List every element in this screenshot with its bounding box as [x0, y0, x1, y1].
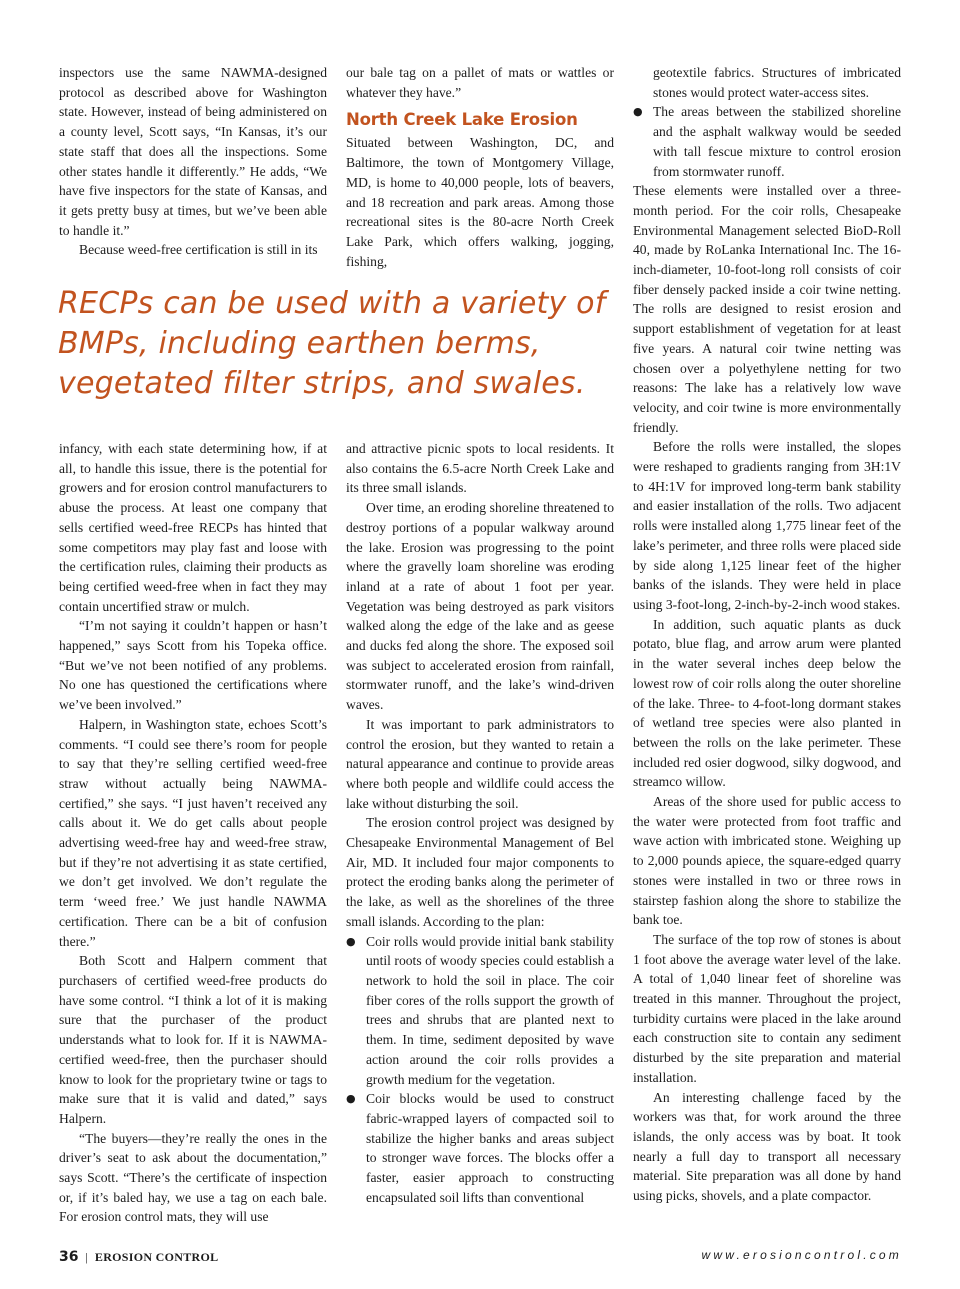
paragraph: Over time, an eroding shoreline threatened to destroy portions of a popular walkway around the lake. Erosion was progressing to the point where the gravelly loam shoreline was eroding inland at a rate of about 1 foot per year. Vegetation was being destroyed as park visitors walked along the edge of the lake and as geese and ducks fed along the shore. The exposed soil was subject to accelerated erosion from rainfall, stormwater runoff, and the lake’s wind-driven waves.: [346, 500, 614, 713]
paragraph: “I’m not saying it couldn’t happen or hasn’t happened,” says Scott from his Topeka office. “But we’ve not been notified of any problems. No one has questioned the certifications where we’ve been involved.”: [59, 618, 327, 713]
paragraph: and attractive picnic spots to local residents. It also contains the 6.5-acre North Creek Lake and its three small islands.: [346, 441, 614, 496]
paragraph: infancy, with each state determining how, if at all, to handle this issue, there is the potential for growers and for erosion control manufacturers to abuse the process. At least one company that sells certified weed-free RECPs has hinted that some competitors may play fast and loose with the certification rules, claiming their products as being certified weed-free when in fact they may contain uncertified straw or mulch.: [59, 441, 327, 614]
bullet-item: ● The areas between the stabilized shoreline and the asphalt walkway would be seeded with tall fescue mixture to control erosion from stormwater runoff.: [633, 102, 901, 181]
magazine-name: EROSION CONTROL: [94, 1250, 219, 1264]
bullet-list: [346, 932, 614, 1208]
paragraph: Halpern, in Washington state, echoes Scott’s comments. “I could see there’s room for people to say that they’re selling certified weed-free straw without actually being NAWMA-certified,” she says. “I just haven’t received any calls about it. We do get calls about people advertising weed-free hay and weed-free straw, but if they’re not advertising it as state certified, we don’t get involved. We don’t regulate the term ‘weed free.’ We just handle NAWMA certification. There can be a bit of confusion there.”: [59, 716, 327, 949]
paragraph: Before the rolls were installed, the slopes were reshaped to gradients ranging from 3H:1V to 4H:1V for improved long-term bank stability and easier installation of the rolls. Two adjacent rolls were installed along 1,775 linear feet of the lake’s perimeter, and three rolls were placed side by side along 1,125 linear feet of the higher banks of the islands. They were held in place using 3-foot-long, 2-inch-by-2-inch wood stakes.: [633, 439, 901, 612]
bullet-continuation: geotextile fabrics. Structures of imbricated stones would protect water-access sites.: [653, 65, 901, 100]
paragraph: Both Scott and Halpern comment that purchasers of certified weed-free products do have some control. “I think a lot of it is making sure that the purchaser of the product understands what to look for. If it is NAWMA-certified weed-free, then the purchaser should know to look for the proprietary twine or tags to make sure that it is valid and dated,” says Halpern.: [59, 953, 327, 1126]
paragraph: “The buyers—they’re really the ones in the driver’s seat to ask about the documentation,” says Scott. “There’s the certificate of inspection or, if it’s baled hay, we use a tag on each bale. For erosion control mats, they will use: [59, 1130, 327, 1225]
pull-quote: RECPs can be used with a variety of BMPs, including earthen berms, vegetated filter strips, and swales.: [58, 286, 606, 401]
bullet-item: ● Coir blocks would be used to construct fabric-wrapped layers of compacted soil to stabilize the higher banks and areas subject to stronger wave forces. The blocks offer a faster, easier approach to constructing encapsulated soil lifts than conventional: [346, 1089, 614, 1207]
website-url: www.erosioncontrol.com: [701, 1248, 902, 1262]
page-folio: [59, 1249, 218, 1265]
column-2-bottom: [346, 439, 614, 1207]
folio-separator: |: [85, 1250, 88, 1264]
paragraph: It was important to park administrators to control the erosion, but they wanted to retain a natural appearance and continue to provide areas where both people and wildlife could access the lake without disturbing the soil.: [346, 716, 614, 811]
paragraph: Situated between Washington, DC, and Baltimore, the town of Montgomery Village, MD, is home to 40,000 people, lots of beavers, and 18 recreation and park areas. Among those recreational sites is the 80-acre North Creek Lake Park, which offers walking, jogging, fishing,: [346, 135, 614, 269]
column-1-top: [59, 63, 327, 260]
section-heading: North Creek Lake Erosion: [346, 110, 578, 130]
paragraph: The erosion control project was designed by Chesapeake Environmental Management of Bel Air, MD. It included four major components to protect the eroding banks along the perimeter of the lake, as well as the shorelines of the three small islands. According to the plan:: [346, 815, 614, 929]
paragraph: An interesting challenge faced by the workers was that, for work around the three islands, the only access was by boat. It took nearly a full day to transport all necessary material. Site preparation was all done by hand using picks, shovels, and a plate compactor.: [633, 1089, 901, 1204]
column-1-bottom: [59, 439, 327, 1227]
paragraph: The surface of the top row of stones is about 1 foot above the average water level of the lake. A total of 1,040 linear feet of shoreline was treated in this manner. Throughout the project, turbidity curtains were placed in the lake around each construction site to contain any sediment disturbed by the site preparation and material installation.: [633, 931, 901, 1085]
bullet-item: ● Coir rolls would provide initial bank stability until roots of woody species could establish a network to hold the soil in place. The coir fiber cores of the rolls support the growth of trees and shrubs that are planted next to them. In time, sediment deposited by wave action around the coir rolls provides a growth medium for the vegetation.: [346, 932, 614, 1090]
paragraph: Because weed-free certification is still in its: [79, 242, 318, 258]
column-3: [633, 63, 901, 1206]
page-number: 36: [59, 1249, 79, 1265]
paragraph: In addition, such aquatic plants as duck potato, blue flag, and arrow arum were planted in the water several inches deep below the lowest row of coir rolls along the outer shoreline of the lake. Three- to 4-foot-long dormant stakes of wetland tree species were also planted in between the rolls on the lake perimeter. These included red osier dogwood, silky dogwood, and streamco willow.: [633, 616, 901, 790]
paragraph: our bale tag on a pallet of mats or wattles or whatever they have.”: [346, 65, 614, 100]
paragraph: Areas of the shore used for public access to the water were protected from foot traffic and wave action with imbricated stone. Weighing up to 2,000 pounds apiece, the square-edged quarry stones were installed in two or three rows in stairstep fashion along the shore to stabilize the bank toe.: [633, 794, 901, 928]
paragraph: inspectors use the same NAWMA-designed protocol as described above for Washington state. However, instead of being administered on a county level, Scott says, “In Kansas, it’s our state staff that does all the inspections. Some other states handle it differently.” He adds, “We have five inspectors for the state of Kansas, and it gets pretty busy at times, but we’ve been able to handle it.”: [59, 65, 327, 238]
paragraph: These elements were installed over a three-month period. For the coir rolls, Chesapeake Environmental Management selected BioD-Roll 40, made by RoLanka International Inc. The 16-inch-diameter, 10-foot-long roll consists of coir fiber densely packed inside a coir twine netting. The rolls are designed to resist erosion and support establishment of vegetation for at least five years. A natural coir twine netting was chosen over a polyethylene netting for two reasons: The lake has a relatively low wave velocity, and coir twine is more environmentally friendly.: [633, 183, 901, 435]
column-2-top: [346, 63, 614, 271]
bullet-list: [633, 102, 901, 181]
